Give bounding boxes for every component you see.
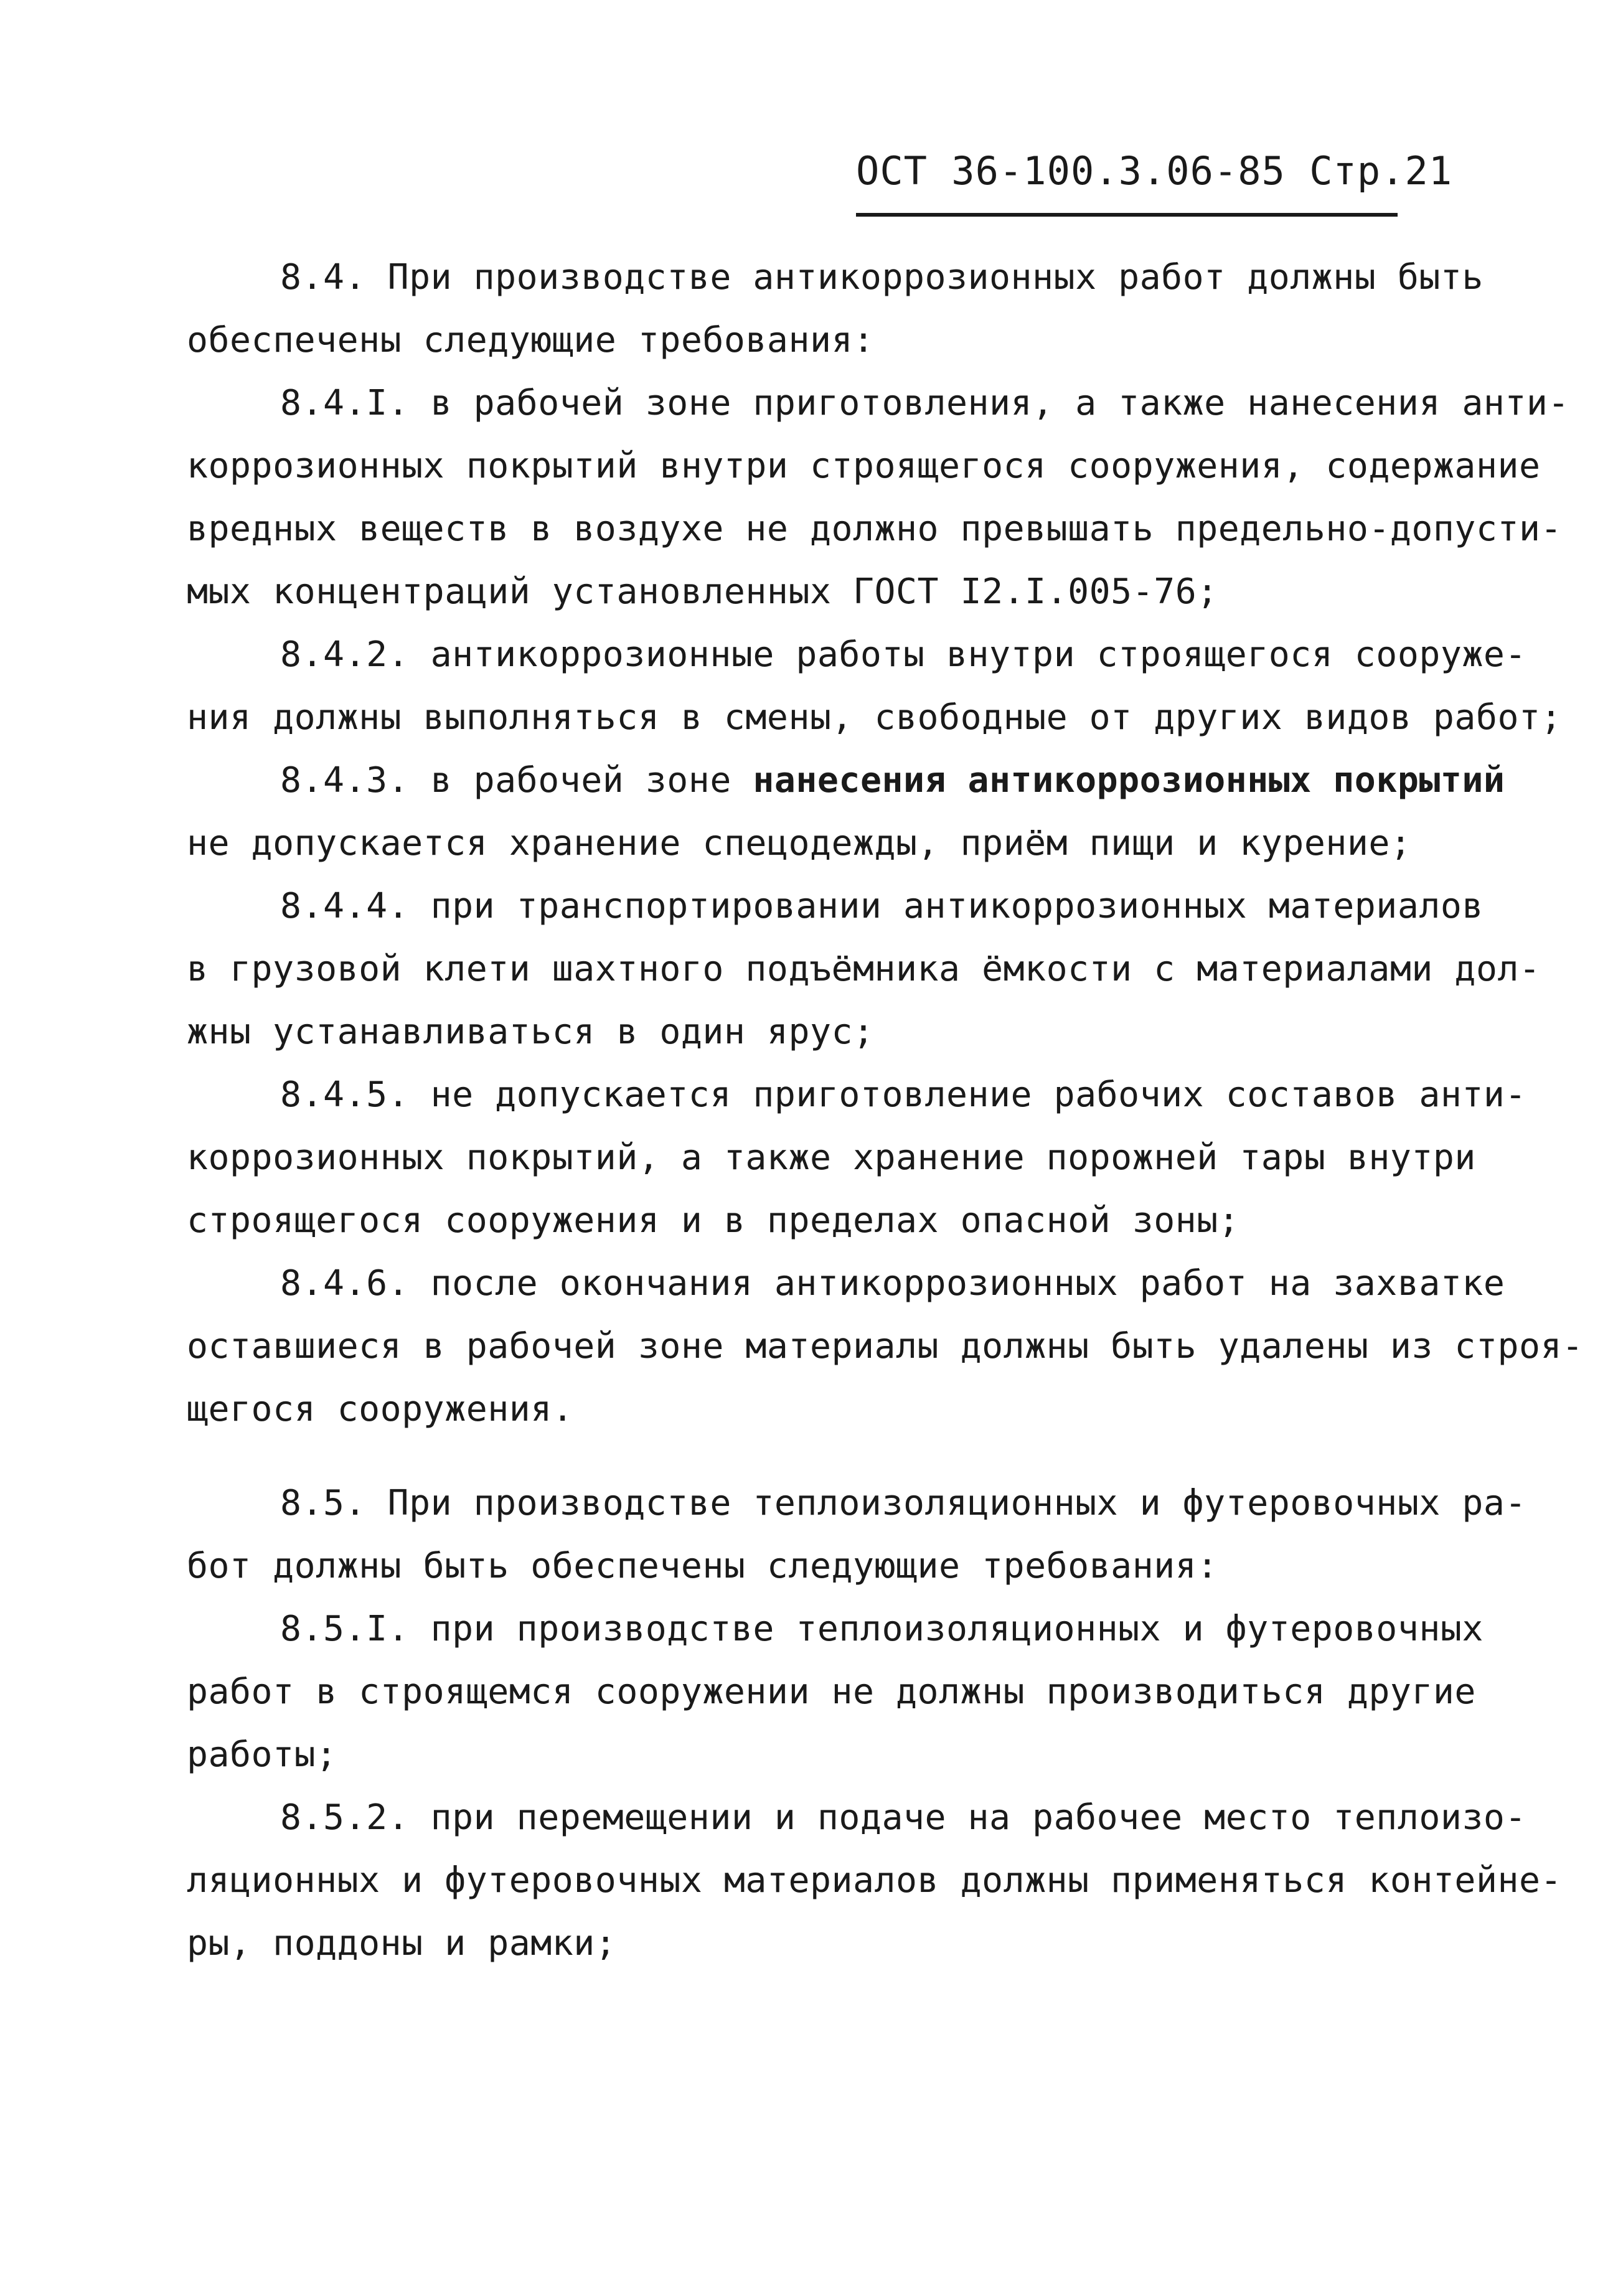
text-line: оставшиеся в рабочей зоне материалы должны быть удалены из строя-	[187, 1326, 1584, 1367]
text-line: коррозионных покрытий, а также хранение порожней тары внутри	[187, 1137, 1476, 1178]
text-line: 8.4.6. после окончания антикоррозионных работ на захватке	[280, 1263, 1505, 1304]
paragraph-8-5-1	[187, 1597, 1484, 1786]
text-line: вредных веществ в воздухе не должно превышать предельно-допусти-	[187, 509, 1563, 549]
text-line: 8.5.2. при перемещении и подаче на рабочее место теплоизо-	[280, 1797, 1526, 1838]
text-segment: 8.4.3. в рабочей зоне	[280, 760, 753, 801]
text-line: в грузовой клети шахтного подъёмника ёмкости с материалами дол-	[187, 949, 1541, 989]
section-spacer	[187, 1441, 1444, 1472]
text-line: обеспечены следующие требования:	[187, 320, 875, 360]
paragraph-8-4-5	[187, 1063, 1526, 1252]
text-line: ния должны выполняться в смены, свободные от других видов работ;	[187, 697, 1563, 738]
paragraph-8-4-4	[187, 875, 1541, 1063]
text-line: 8.4.5. не допускается приготовление рабочих составов анти-	[280, 1075, 1526, 1115]
document-body	[187, 246, 1584, 1975]
text-line: коррозионных покрытий внутри строящегося сооружения, содержание	[187, 446, 1541, 486]
text-line: 8.4.2. антикоррозионные работы внутри строящегося сооруже-	[280, 634, 1526, 675]
text-line: ры, поддоны и рамки;	[187, 1923, 617, 1964]
text-line: щегося сооружения.	[187, 1389, 574, 1429]
text-line: 8.5.I. при производстве теплоизоляционных и футеровочных	[280, 1609, 1484, 1649]
paragraph-8-4-2	[187, 623, 1563, 749]
text-line: 8.4.4. при транспортировании антикоррозионных материалов	[280, 886, 1484, 926]
paragraph-8-4-1	[187, 372, 1569, 623]
paragraph-8-4	[187, 246, 1484, 372]
header-underline	[856, 213, 1398, 217]
text-line	[187, 749, 1505, 812]
paragraph-8-4-3	[187, 749, 1505, 875]
text-line: работ в строящемся сооружении не должны производиться другие	[187, 1672, 1476, 1712]
text-line: 8.4. При производстве антикоррозионных работ должны быть	[280, 257, 1484, 298]
paragraph-8-5-2	[187, 1786, 1563, 1975]
text-line: 8.4.I. в рабочей зоне приготовления, а также нанесения анти-	[280, 383, 1569, 423]
text-line: бот должны быть обеспечены следующие требования:	[187, 1546, 1218, 1586]
paragraph-8-5	[187, 1472, 1526, 1597]
document-designation-header: ОСТ 36-100.3.06-85 Стр.21	[856, 148, 1453, 194]
text-line: мых концентраций установленных ГОСТ I2.I.005-76;	[187, 572, 1218, 612]
text-line: не допускается хранение спецодежды, приём пищи и курение;	[187, 823, 1412, 863]
text-line: жны устанавливаться в один ярус;	[187, 1012, 875, 1052]
text-line: работы;	[187, 1734, 337, 1775]
text-line: ляционных и футеровочных материалов должны применяться контейне-	[187, 1860, 1563, 1901]
text-line: 8.5. При производстве теплоизоляционных и футеровочных ра-	[280, 1483, 1526, 1523]
text-line: строящегося сооружения и в пределах опасной зоны;	[187, 1200, 1240, 1241]
text-segment-bold: нанесения антикоррозионных покрытий	[753, 760, 1505, 801]
paragraph-8-4-6	[187, 1252, 1584, 1441]
